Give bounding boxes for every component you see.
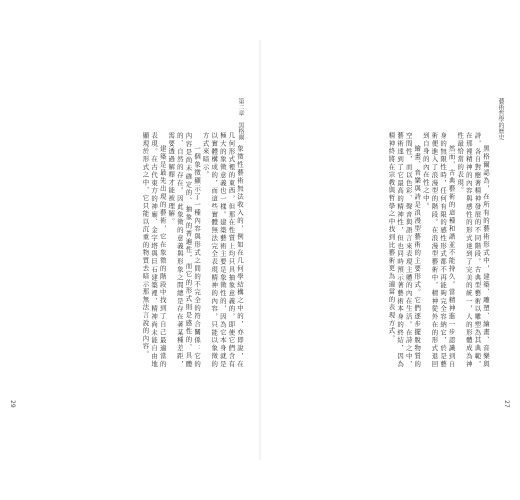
book-gutter	[258, 40, 262, 460]
left-page-number: 29	[9, 400, 16, 408]
paragraph: 黑格爾認為，在所有的藝術形式中，建築、雕塑、繪畫、音樂與詩，各自對應著精神發展的不同階段。古典型藝術以雕塑為其典範，在那裡精神的內容與感性的形式達到了完美的統一，人的形體成為神性最恰當的表現。	[456, 132, 490, 368]
paragraph: 象徵性藝術無法收入的，例如在几何學結構之中的，亦即說，在几何形式裡的東西，但那在性質上均只具抽象意義的，即使它們含有極大的象徵意義也一樣。建築藝術主要是象徵性的，因為它本身就是以實體構成的，而這些實體無法完全表現精神的內容，只能以象徵的方式來暗示。	[201, 132, 244, 368]
paragraph: 一個象徵顯示了一種內容與形式之間的不完全的符合關係：它的內容是尚未確定的、抽象的普遍性，而它的形式則是感性的、具體的、自然的存在。因此象徵的意義與形象之間總是存在著某種差距，需要透過解釋才能被理解。	[167, 132, 202, 368]
right-running-head: 藝術哲學的歷史	[497, 98, 504, 140]
paragraph: 然而，古典藝術的這種和諧並不能持久。當精神進一步認識到自身的無限性時，任何有限的感性形式都不再能夠完全容納它，於是藝術便進入了浪漫型的階段。在浪漫型藝術中，精神從外在的形式退回到自身的內在性之中。	[421, 132, 456, 368]
left-running-head: 第二章 黑格爾	[237, 98, 244, 140]
right-body-text	[272, 132, 490, 368]
right-page	[270, 40, 510, 460]
right-page-number: 27	[503, 400, 510, 408]
paragraph: 繪畫、音樂與詩是浪漫型藝術的主要形式。它們逐步擺脫物質的空間性，而以色彩、聲音與語言來表現主體的內在生活。在詩之中，藝術達到了它最高的精神性，但也同時預示著藝術本身的終結，因為精神終將在宗教與哲學之中找到比藝術更為適當的表現方式。	[387, 132, 422, 368]
left-page	[0, 40, 244, 460]
paragraph: 建築是最先出現的藝術，它在象徵的階段中找到了自己最適當的表現。在古代東方的神廟、金字塔與巨石建築裡，精神尚未能自由地顯現於形式之中，它只能以沉重的物質去暗示那無法言說的內容。	[141, 132, 167, 368]
left-body-text	[24, 132, 244, 368]
